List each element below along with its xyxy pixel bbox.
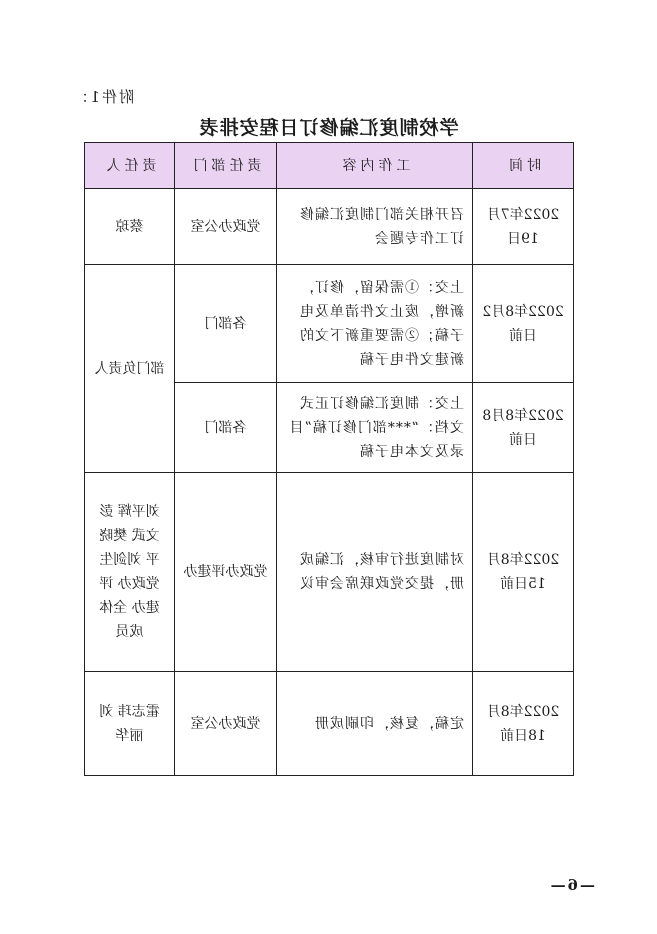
cell-time: 2022年8月15日前 [473, 473, 574, 672]
table-row [85, 189, 574, 265]
table-row [85, 672, 574, 776]
table-row [85, 265, 574, 383]
cell-dept: 党政办公室 [175, 189, 277, 265]
cell-time: 2022年8月18日前 [473, 672, 574, 776]
cell-content: 上交：①需保留，修订，新增，废止文件清单及电子稿；②需要重新下文的新建文件电子稿 [277, 265, 473, 383]
cell-content: 定稿，复核，印刷成册 [277, 672, 473, 776]
cell-person: 部门负责人 [85, 265, 175, 473]
cell-content: 上交：制度汇编修订正式文档：“***部门修订稿”目录及文本电子稿 [277, 383, 473, 473]
header-person: 责任人 [85, 143, 175, 189]
cell-person: 刘平辉 彭文武 樊晓平 刘剑生 党政办 评建办 全体成员 [85, 473, 175, 672]
attachment-label: 附件1： [71, 88, 134, 106]
schedule-table [84, 142, 574, 776]
table-header-row [85, 143, 574, 189]
header-time: 时间 [473, 143, 574, 189]
table-row [85, 473, 574, 672]
cell-person: 霍志玮 刘丽华 [85, 672, 175, 776]
cell-dept: 各部门 [175, 265, 277, 383]
document-title: 学校制度汇编修订日程安排表 [198, 117, 459, 139]
cell-content: 召开相关部门制度汇编修订工作专题会 [277, 189, 473, 265]
header-dept: 责任部门 [175, 143, 277, 189]
cell-time: 2022年8月2日前 [473, 265, 574, 383]
cell-time: 2022年8月8日前 [473, 383, 574, 473]
header-content: 工作内容 [277, 143, 473, 189]
cell-dept: 党政办公室 [175, 672, 277, 776]
cell-dept: 党政办评建办 [175, 473, 277, 672]
cell-content: 对制度进行审核，汇编成册，提交党政联席会审议 [277, 473, 473, 672]
cell-dept: 各部门 [175, 383, 277, 473]
cell-time: 2022年7月19日 [473, 189, 574, 265]
page-number: —6— [548, 876, 595, 894]
cell-person: 蔡琼 [85, 189, 175, 265]
